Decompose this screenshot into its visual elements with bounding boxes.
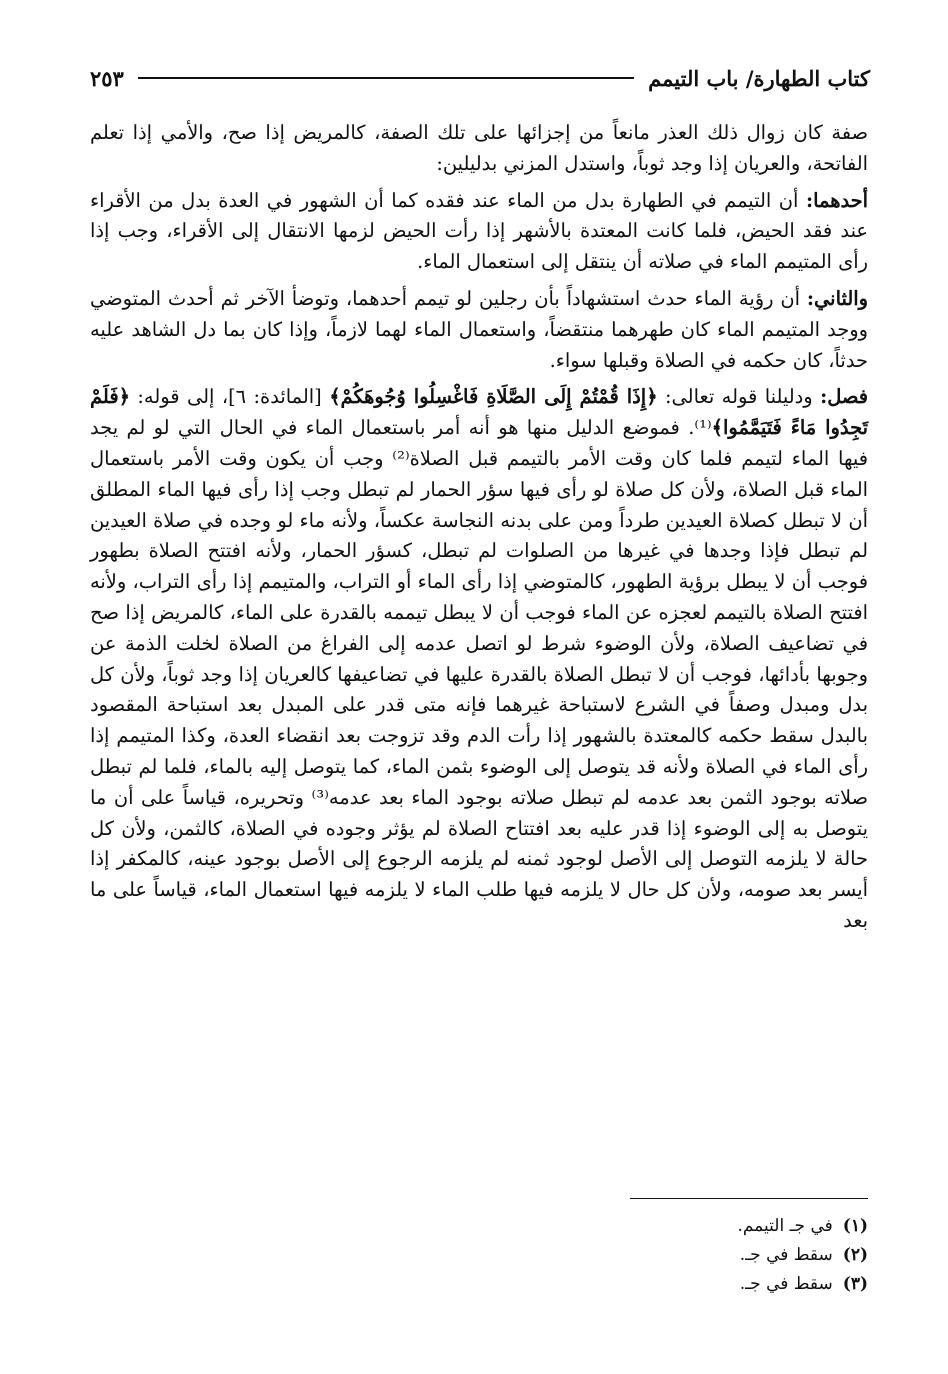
page-header	[90, 58, 870, 98]
main-text	[90, 118, 868, 943]
verse-reference: [المائدة: ٦]، إلى قوله:	[129, 385, 330, 409]
paragraph-text: أن رؤية الماء حدث استشهاداً بأن رجلين لو تيمم أحدهما، وتوضأ الآخر ثم أحدث المتوضي ووجد المتيمم الماء كان طهرهما منتقضاً، واستعمال الماء لهما لازماً، وإذا كان بما دل الشاهد عليه حدثاً، كان حكمه في الصلاة وقبلها سواء.	[90, 286, 868, 372]
paragraph-continuation	[90, 118, 868, 180]
quran-verse-1: ﴿إِذَا قُمْتُمْ إِلَى الصَّلَاةِ فَاغْسِلُوا وُجُوهَكُمْ﴾	[329, 385, 658, 409]
paragraph-second-argument	[90, 284, 868, 376]
running-head: كتاب الطهارة/ باب التيمم	[648, 65, 870, 91]
paragraph-text: أن التيمم في الطهارة بدل من الماء عند فقده كما أن الشهور في العدة بدل من الأقراء عند فقد الحيض، فلما كانت المعتدة بالأشهر إذا رأت الحيض لزمها الانتقال إلى الأقراء، وجب إذا رأى المتيمم الماء في صلاته أن ينتقل إلى استعمال الماء.	[90, 188, 868, 274]
quran-verse-2: ﴿فَلَمْ تَجِدُوا مَاءً فَتَيَمَّمُوا﴾	[90, 385, 868, 440]
footnote-separator	[630, 1198, 868, 1199]
paragraph-text: صفة كان زوال ذلك العذر مانعاً من إجزائها على تلك الصفة، كالمريض إذا صح، والأمي إذا تعلم الفاتحة، والعريان إذا وجد ثوباً، واستدل المزني بدليلين:	[90, 121, 868, 175]
footnote-text: سقط في جـ.	[739, 1274, 833, 1294]
footnote-number: (٣)	[842, 1274, 868, 1294]
footnote-item	[500, 1241, 868, 1270]
footnote-number: (٢)	[842, 1245, 868, 1265]
paragraph-lead: والثاني:	[806, 286, 868, 310]
footnote-number: (١)	[842, 1216, 868, 1236]
fasl-body: ⁽¹⁾. فموضع الدليل منها هو أنه أمر باستعمال الماء في الحال التي لو لم يجد فيها الماء لتيمم فلما كان وقت الأمر بالتيمم قبل الصلاة⁽²⁾ وجب أن يكون وقت الأمر باستعمال الماء قبل الصلاة، ولأن كل صلاة لو رأى فيها سؤر الحمار لم تبطل وجب إذا رأى فيها الماء المطلق أن لا تبطل كصلاة العيدين طرداً ومن على بدنه النجاسة عكساً، ولأنه ماء لو وجده في صلاة العيدين لم تبطل فإذا وجدها في غيرها من الصلوات لم تبطل، كسؤر الحمار، ولأنه افتتح الصلاة بطهور فوجب أن لا يبطل برؤية الطهور، كالمتوضي إذا رأى الماء أو التراب، والمتيمم إذا رأى التراب، ولأنه افتتح الصلاة بالتيمم لعجزه عن الماء فوجب أن لا يبطل تيممه بالقدرة على الماء، كالمريض إذا صح في تضاعيف الصلاة، ولأن الوضوء شرط لو اتصل عدمه إلى الفراغ من الصلاة لخلت الذمة عن وجوبها بأدائها، فوجب أن لا تبطل الصلاة بالقدرة عليها في تضاعيفها كالعريان إذا وجد ثوباً، ولأن كل بدل ومبدل وصفاً في الشرع لاستباحة غيرهما فإنه متى قدر على المبدل بعد استباحة المقصود بالبدل سقط حكمه كالمعتدة بالشهور إذا رأت الدم وقد تزوجت بعد انقضاء العدة، وكذا المتيمم إذا رأى الماء في الصلاة ولأنه قد يتوصل إلى الوضوء بثمن الماء، كما يتوصل إليه بالماء، فلما لم تبطل صلاته بوجود الثمن بعد عدمه لم تبطل صلاته بوجود الماء بعد عدمه⁽³⁾ وتحريره، قياساً على أن ما يتوصل به إلى الوضوء إذا قدر عليه بعد افتتاح الصلاة لم يؤثر وجوده في الصلاة، كالثمن، ولأن كل حالة لا يلزمه التوصل إلى الأصل لوجود ثمنه لم يلزمه الرجوع إلى الأصل بوجود عينه، كالمكفر إذا أيسر بعد صومه، ولأن كل حال لا يلزمه فيها طلب الماء لا يلزمه فيها استعمال الماء، قياساً على ما بعد	[90, 416, 869, 932]
header-rule	[138, 77, 634, 79]
fasl-intro: ودليلنا قوله تعالى:	[657, 385, 821, 409]
footnote-item	[500, 1212, 868, 1241]
paragraph-lead: أحدهما:	[805, 188, 868, 212]
page-number: ٢٥٣	[90, 65, 124, 91]
footnotes	[500, 1212, 868, 1299]
fasl-lead: فصل:	[820, 385, 868, 409]
paragraph-first-argument	[90, 186, 868, 278]
footnote-text: في جـ التيمم.	[737, 1216, 833, 1236]
footnote-text: سقط في جـ.	[739, 1245, 833, 1265]
paragraph-fasl	[90, 382, 868, 936]
footnote-item	[500, 1270, 868, 1299]
